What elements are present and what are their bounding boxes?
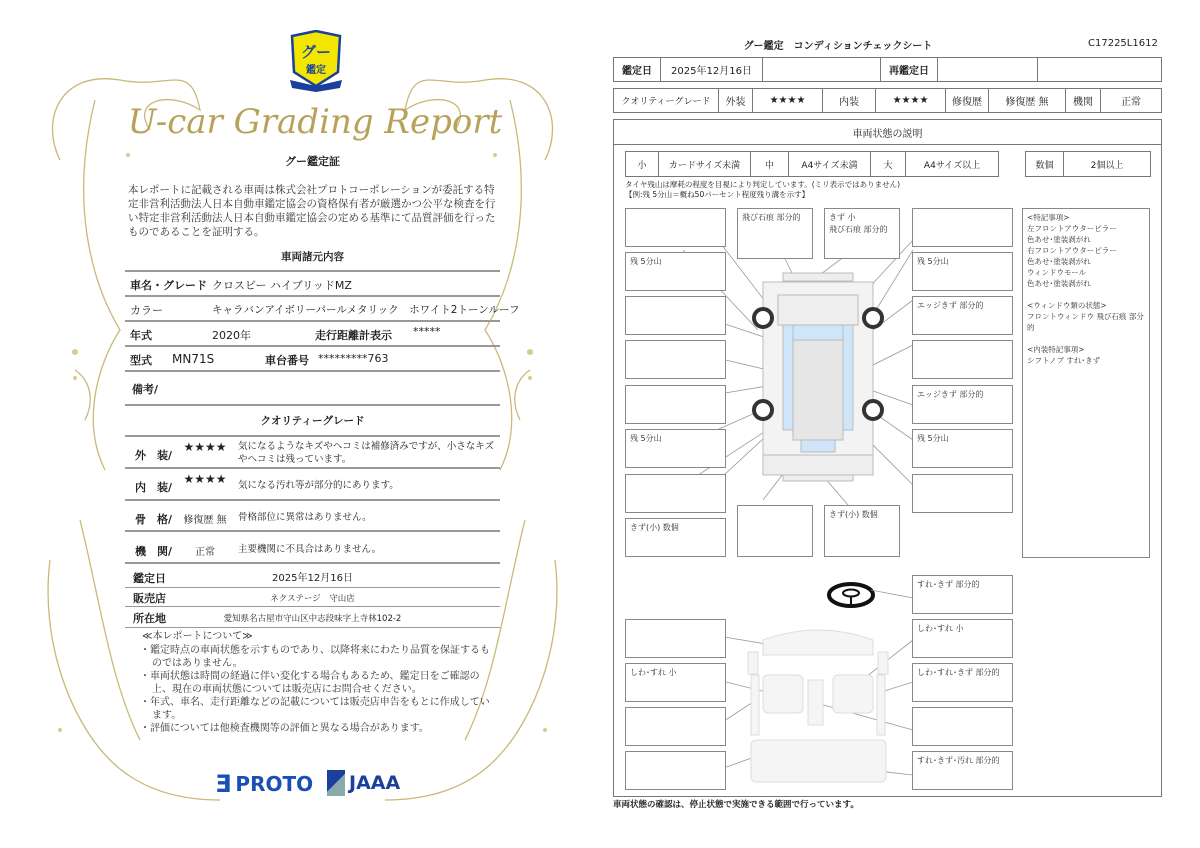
note-text: 車両状態は時間の経過に伴い変化する場合もあるため、鑑定日をご確認の上、現在の車両状態については販売店にお問合せください。: [150, 671, 480, 695]
grade-label: 外 装/: [135, 449, 173, 462]
grade-label: 骨 格/: [135, 513, 173, 526]
goo-kantei-logo: [288, 30, 344, 92]
divider: [125, 370, 500, 372]
chassis-label: 車台番号: [265, 354, 309, 367]
note-item: ・年式、車名、走行距離などの記載については販売店申告をもとに作成しています。: [140, 697, 490, 721]
legend-cell: 小: [625, 151, 659, 177]
redate-label: 再鑑定日: [880, 57, 938, 82]
legend-cell: カードサイズ未満: [658, 151, 751, 177]
shop-label: 販売店: [133, 592, 166, 605]
certificate-title: グー鑑定証: [285, 155, 340, 168]
grade-title: クオリティーグレード: [260, 415, 365, 427]
tire-note-line: 【例:残 5分山＝概ね50パーセント程度残り溝を示す】: [625, 190, 810, 199]
steering-wheel-icon: [829, 584, 873, 606]
damage-box: 残 5分山: [625, 252, 726, 291]
divider: [125, 627, 500, 628]
damage-box: [625, 296, 726, 335]
damage-box: すれ･きず 部分的: [912, 575, 1013, 614]
damage-box: エッジきず 部分的: [912, 385, 1013, 424]
damage-box: [625, 340, 726, 379]
color-label: カラー: [130, 304, 163, 317]
engine-value: 正常: [1100, 88, 1162, 113]
empty-cell: [762, 57, 881, 82]
exterior-label: 外装: [718, 88, 753, 113]
damage-box: [912, 340, 1013, 379]
note-text: 鑑定時点の車両状態を示すものであり、以降将来にわたり品質を保証するものではありません。: [150, 645, 490, 669]
grade-value: ★★★★: [183, 472, 227, 486]
damage-box: 飛び石痕 部分的: [737, 208, 813, 259]
grade-label: 内 装/: [135, 481, 173, 494]
exterior-stars: ★★★★: [752, 88, 823, 113]
date-value: 2025年12月16日: [272, 573, 353, 584]
date-label: 鑑定日: [133, 572, 166, 585]
legend-cell: A4サイズ以上: [905, 151, 999, 177]
grade-description: 気になるようなキズやヘコミは補修済みですが、小さなキズやヘコミは残っています。: [238, 441, 495, 465]
damage-box: 残 5分山: [912, 429, 1013, 468]
divider: [125, 435, 500, 437]
grade-description: 主要機関に不具合はありません。: [238, 544, 382, 555]
damage-box: 残 5分山: [912, 252, 1013, 291]
divider: [125, 606, 500, 607]
odometer-label: 走行距離計表示: [315, 329, 392, 342]
grade-value: 修復歴 無: [183, 515, 227, 526]
grade-description: 骨格部位に異常はありません。: [238, 512, 372, 523]
damage-box: すれ･きず･汚れ 部分的: [912, 751, 1013, 790]
certificate-text: 本レポートに記載される車両は株式会社プロトコーポレーションが委託する特定非営利活動法人日本自動車鑑定協会の資格保有者が厳選かつ公平な検査を行い特定非営利活動法人日本自動車鑑定協会の定める基準にて品質評価を行ったものであることを証明する。: [128, 184, 496, 238]
grade-value: ★★★★: [183, 440, 227, 454]
remarks-panel: <特記事項> 左フロントアウターピラー 色あせ･塗装剥がれ 右フロントアウターピラー 色あせ･塗装剥がれ ウィンドウモール 色あせ･塗装剥がれ <ウィンドウ類の状態> フロントウィンドウ 飛び石痕 部分的 <内装特記事項> シフトノブ すれ･きず: [1022, 208, 1150, 558]
address-label: 所在地: [133, 612, 166, 625]
note-item: ・車両状態は時間の経過に伴い変化する場合もあるため、鑑定日をご確認の上、現在の車両状態については販売店にお問合せください。: [140, 671, 480, 695]
svg-text:鑑定: 鑑定: [306, 65, 326, 76]
divider: [125, 320, 500, 322]
damage-box: 残 5分山: [625, 429, 726, 468]
proto-logo: Ǝ PROTO: [215, 770, 314, 798]
damage-box: [625, 751, 726, 790]
grade-description: 気になる汚れ等が部分的にあります。: [238, 480, 399, 491]
damage-box: [737, 505, 813, 557]
remarks-label: 備考/: [132, 383, 159, 396]
note-item: ・鑑定時点の車両状態を示すものであり、以降将来にわたり品質を保証するものではありません。: [140, 645, 490, 669]
jaaa-mark-icon: [327, 770, 345, 796]
year-value: 2020年: [212, 329, 251, 342]
model-label: 型式: [130, 354, 152, 367]
repair-label: 修復歴: [945, 88, 989, 113]
proto-mark-icon: Ǝ: [215, 770, 232, 798]
odometer-value: *****: [413, 325, 441, 338]
interior-label: 内装: [822, 88, 876, 113]
damage-box: [625, 619, 726, 658]
svg-text:グー: グー: [300, 43, 332, 61]
date-value: 2025年12月16日: [660, 57, 763, 82]
divider: [125, 467, 500, 469]
note-text: 年式、車名、走行距離などの記載については販売店申告をもとに作成しています。: [150, 697, 490, 721]
damage-box: きず 小 飛び石痕 部分的: [824, 208, 900, 259]
shop-value: ネクステージ 守山店: [270, 594, 355, 604]
damage-box: きず(小) 数個: [625, 518, 726, 557]
interior-stars: ★★★★: [875, 88, 946, 113]
section-title: 車両状態の説明: [613, 119, 1162, 145]
report-script-title: U-car Grading Report: [127, 102, 503, 142]
grade-value: 正常: [195, 547, 215, 558]
divider: [125, 530, 500, 532]
damage-box: [912, 707, 1013, 746]
jaaa-logo: JAAA: [327, 770, 400, 796]
repair-value: 修復歴 無: [988, 88, 1066, 113]
note-item: ・評価については他検査機関等の評価と異なる場合があります。: [140, 723, 429, 734]
damage-box: しわ･すれ 小: [625, 663, 726, 702]
address-value: 愛知県名古屋市守山区中志段味字上寺林102-2: [223, 614, 402, 624]
sheet-title: グー鑑定 コンディションチェックシート: [743, 41, 933, 52]
year-label: 年式: [130, 329, 152, 342]
date-label: 鑑定日: [613, 57, 661, 82]
damage-box: [912, 474, 1013, 513]
divider: [125, 404, 500, 406]
divider: [125, 295, 500, 297]
divider: [125, 587, 500, 588]
grade-label: 機 関/: [135, 545, 173, 558]
note-text: 評価については他検査機関等の評価と異なる場合があります。: [150, 723, 429, 734]
damage-box: [625, 474, 726, 513]
footer-note: 車両状態の確認は、停止状態で実施できる範囲で行っています。: [613, 800, 859, 810]
cabin-diagram: [748, 630, 888, 782]
empty-cell: [1037, 57, 1162, 82]
legend-count-cell: 2個以上: [1063, 151, 1151, 177]
damage-box: きず(小) 数個: [824, 505, 900, 557]
damage-box: [912, 208, 1013, 247]
grade-label: クオリティーグレード: [613, 88, 719, 113]
car-name-label: 車名・グレード: [130, 279, 207, 292]
divider: [125, 499, 500, 501]
legend-cell: 大: [870, 151, 906, 177]
damage-box: [625, 707, 726, 746]
chassis-value: *********763: [318, 352, 389, 365]
color-value: キャラバンアイボリーパールメタリック ホワイト2トーンルーフ: [212, 304, 520, 316]
tire-note: [625, 180, 900, 200]
redate-value: [937, 57, 1038, 82]
divider: [125, 562, 500, 564]
legend-cell: 中: [750, 151, 789, 177]
sheet-code: C17225L1612: [1088, 38, 1158, 49]
divider: [125, 345, 500, 347]
spec-title: 車両諸元内容: [281, 251, 344, 263]
notes-title: ≪本レポートについて≫: [142, 631, 253, 642]
car-name: クロスビー ハイブリッドMZ: [212, 279, 352, 292]
legend-count-cell: 数個: [1025, 151, 1064, 177]
damage-box: しわ･すれ 小: [912, 619, 1013, 658]
divider: [125, 270, 500, 272]
legend-cell: A4サイズ未満: [788, 151, 871, 177]
damage-box: エッジきず 部分的: [912, 296, 1013, 335]
damage-box: しわ･すれ･きず 部分的: [912, 663, 1013, 702]
damage-box: [625, 208, 726, 247]
damage-box: [625, 385, 726, 424]
engine-label: 機関: [1065, 88, 1101, 113]
model-value: MN71S: [172, 352, 215, 366]
tire-note-line: タイヤ残山は摩耗の程度を目視により判定しています。(ミリ表示ではありません): [625, 180, 901, 189]
